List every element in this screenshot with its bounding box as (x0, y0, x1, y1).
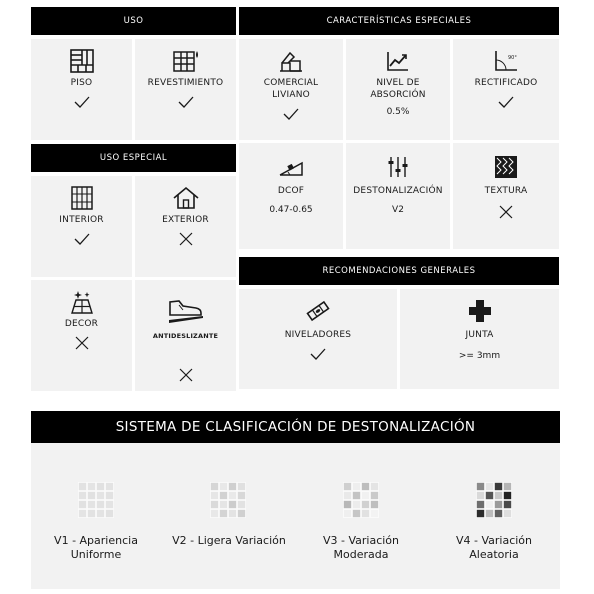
tile (79, 501, 87, 509)
caract-textura-label: TEXTURA (484, 186, 528, 196)
tile (477, 501, 485, 509)
v4-label-line1: V4 - Variación (455, 534, 533, 547)
tile (229, 483, 237, 491)
v1-label-line1: V1 - Apariencia (54, 534, 138, 547)
tile (353, 492, 361, 500)
uso-especial-header: USO ESPECIAL (31, 144, 236, 172)
caract-textura (453, 143, 559, 249)
check-icon (310, 347, 326, 361)
tile (79, 492, 87, 500)
tile (371, 501, 379, 509)
leveler-icon (303, 299, 333, 323)
recom-niveladores-label: NIVELADORES (284, 330, 352, 340)
tile (486, 492, 494, 500)
tile (211, 492, 219, 500)
caract-destonalizacion-label: DESTONALIZACIÓN (353, 186, 443, 196)
tile (220, 483, 228, 491)
shoe-icon (166, 296, 206, 326)
check-icon (283, 107, 299, 121)
tile (211, 510, 219, 518)
caract-dcof (239, 143, 343, 249)
recom-junta-value: >= 3mm (458, 351, 501, 361)
uso-revestimiento-label: REVESTIMIENTO (147, 78, 224, 88)
tile (97, 492, 105, 500)
uso-especial-decor-label: DECOR (64, 319, 99, 329)
dcof-slope-icon (276, 155, 306, 179)
tile (362, 501, 370, 509)
tile (79, 483, 87, 491)
wall-tiles-icon (171, 49, 201, 73)
tile (477, 510, 485, 518)
tile (88, 510, 96, 518)
v1-label (36, 534, 156, 562)
recom-junta-label: JUNTA (465, 330, 494, 340)
tile (97, 501, 105, 509)
tile (486, 501, 494, 509)
plus-joint-icon (465, 299, 495, 323)
tile (371, 510, 379, 518)
floor-tiles-icon (67, 49, 97, 73)
texture-icon (491, 155, 521, 179)
tile (229, 492, 237, 500)
uso-especial-exterior (135, 176, 236, 277)
tile (362, 510, 370, 518)
clasificacion-header: SISTEMA DE CLASIFICACIÓN DE DESTONALIZACIÓN (31, 411, 560, 443)
uso-especial-antideslizante-label: ANTIDESLIZANTE (152, 332, 219, 340)
tile (211, 483, 219, 491)
v4-label-line2: Aleatoria (469, 548, 519, 561)
tile (88, 483, 96, 491)
tile (238, 492, 246, 500)
check-icon (74, 232, 90, 246)
tile (353, 510, 361, 518)
check-icon (74, 95, 90, 109)
tile (211, 501, 219, 509)
tile (106, 510, 114, 518)
tile (220, 492, 228, 500)
v1-label-line2: Uniforme (70, 548, 122, 561)
tile (362, 492, 370, 500)
tile (371, 492, 379, 500)
tile (371, 483, 379, 491)
v2-label-line1: V2 - Ligera Variación (172, 534, 286, 547)
tile (477, 483, 485, 491)
cross-icon (498, 205, 514, 219)
tile (486, 510, 494, 518)
tile (495, 492, 503, 500)
v3-label (301, 534, 421, 562)
tile (353, 501, 361, 509)
absorption-chart-icon (383, 49, 413, 73)
caract-absorcion-label: NIVEL DE ABSORCIÓN (370, 78, 426, 100)
check-icon (178, 95, 194, 109)
tile (477, 492, 485, 500)
tile (88, 492, 96, 500)
tile (362, 483, 370, 491)
v1-grid-icon (78, 482, 114, 518)
tile (106, 492, 114, 500)
uso-piso-label: PISO (70, 78, 93, 88)
tile (88, 501, 96, 509)
uso-especial-decor (31, 280, 132, 391)
tile (504, 501, 512, 509)
tile (238, 501, 246, 509)
check-icon (498, 95, 514, 109)
caract-destonalizacion-value: V2 (392, 205, 404, 215)
uso-piso (31, 39, 132, 140)
tile (229, 501, 237, 509)
tile (504, 492, 512, 500)
v4-grid-icon (476, 482, 512, 518)
decor-sparkle-icon (67, 290, 97, 314)
rectified-angle-text: 90° (508, 55, 517, 61)
tile (495, 483, 503, 491)
caract-comercial-label: COMERCIAL LIVIANO (263, 78, 319, 100)
recomendaciones-header: RECOMENDACIONES GENERALES (239, 257, 559, 285)
tile (220, 501, 228, 509)
interior-door-icon (67, 186, 97, 210)
tile (495, 501, 503, 509)
tile (495, 510, 503, 518)
cross-icon (178, 232, 194, 246)
recom-junta (400, 289, 559, 389)
v3-label-line2: Moderada (333, 548, 389, 561)
tile (97, 483, 105, 491)
tile (344, 483, 352, 491)
caract-rectificado-label: RECTIFICADO (474, 78, 538, 88)
caract-comercial (239, 39, 343, 140)
tile (344, 501, 352, 509)
caract-destonalizacion (346, 143, 450, 249)
tile (229, 510, 237, 518)
uso-especial-interior (31, 176, 132, 277)
caract-dcof-value: 0.47-0.65 (269, 205, 313, 215)
cross-icon (178, 368, 194, 382)
v2-label (169, 534, 289, 548)
light-commercial-icon (276, 49, 306, 73)
v3-grid-icon (343, 482, 379, 518)
tile (106, 483, 114, 491)
tile (504, 483, 512, 491)
tile (344, 510, 352, 518)
uso-especial-antideslizante (135, 280, 236, 391)
tile (353, 483, 361, 491)
rectified-angle-icon (491, 49, 521, 73)
caract-absorcion (346, 39, 450, 140)
uso-header: USO (31, 7, 236, 35)
caract-absorcion-value: 0.5% (386, 107, 410, 117)
sliders-icon (383, 155, 413, 179)
caracteristicas-header: CARACTERÍSTICAS ESPECIALES (239, 7, 559, 35)
caract-rectificado (453, 39, 559, 140)
v3-label-line1: V3 - Variación (322, 534, 400, 547)
recom-niveladores (239, 289, 397, 389)
tile (238, 483, 246, 491)
uso-revestimiento (135, 39, 236, 140)
tile (504, 510, 512, 518)
tile (486, 483, 494, 491)
uso-especial-interior-label: INTERIOR (59, 215, 104, 225)
tile (97, 510, 105, 518)
tile (220, 510, 228, 518)
cross-icon (74, 336, 90, 350)
v4-label (434, 534, 554, 562)
tile (106, 501, 114, 509)
caract-dcof-label: DCOF (277, 186, 305, 196)
uso-especial-exterior-label: EXTERIOR (162, 215, 209, 225)
v2-grid-icon (210, 482, 246, 518)
tile (238, 510, 246, 518)
tile (79, 510, 87, 518)
house-icon (171, 186, 201, 210)
tile (344, 492, 352, 500)
